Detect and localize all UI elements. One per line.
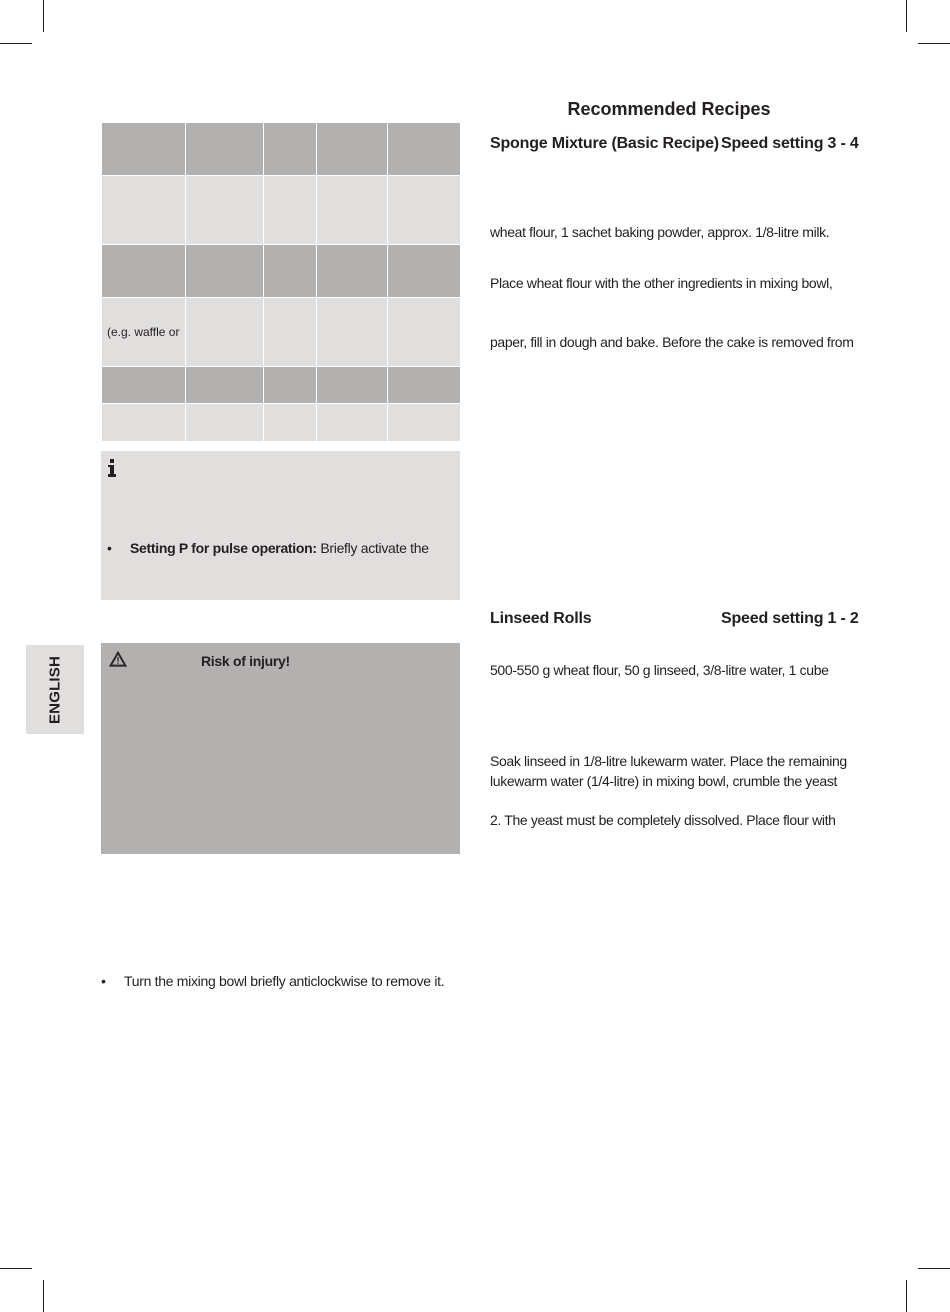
table-row [102,298,461,367]
table-cell [186,367,264,404]
table-cell [388,404,461,442]
crop-mark [906,1280,907,1312]
table-cell [264,404,317,442]
table-cell [102,123,186,176]
recipe-speed-setting: Speed setting 3 - 4 [721,135,859,152]
recipe-title: Sponge Mixture (Basic Recipe) [490,135,719,152]
table-cell [264,367,317,404]
recipe-speed-setting: Speed setting 1 - 2 [721,610,859,627]
recipe-title: Linseed Rolls [490,610,592,627]
table-cell [102,176,186,245]
table-cell [388,176,461,245]
table-row [102,123,461,176]
table-cell [388,245,461,298]
info-icon [108,459,116,477]
warning-triangle-icon [109,651,127,667]
recipe-method-line: Soak linseed in 1/8-litre lukewarm water. Place the remaining [490,753,847,769]
table-cell [186,245,264,298]
pulse-setting-note [130,540,429,556]
crop-mark [43,1280,44,1312]
table-cell [317,298,388,367]
table-row [102,245,461,298]
page-heading: Recommended Recipes [567,99,771,119]
language-label: ENGLISH [46,655,64,724]
table-cell [388,298,461,367]
pulse-setting-text: Briefly activate the [316,540,429,556]
crop-mark [0,1268,32,1269]
bullet: • [107,540,112,556]
table-cell [102,367,186,404]
recipe-ingredients-line: 500-550 g wheat flour, 50 g linseed, 3/8-litre water, 1 cube [490,662,829,678]
table-cell [186,404,264,442]
info-note-box [101,451,460,600]
crop-mark [906,0,907,32]
table-cell [388,123,461,176]
bullet: • [101,973,106,989]
crop-mark [918,1268,950,1269]
table-cell [102,245,186,298]
speed-settings-table [101,122,461,442]
table-cell [186,298,264,367]
warning-title: Risk of injury! [201,653,290,669]
crop-mark [918,43,950,44]
crop-mark [0,43,32,44]
recipe-method-line: lukewarm water (1/4-litre) in mixing bowl, crumble the yeast [490,773,838,789]
warning-box [101,643,460,854]
table-cell-note: (e.g. waffle or [102,298,186,367]
table-cell [317,367,388,404]
crop-mark [43,0,44,32]
table-cell [264,245,317,298]
recipe-ingredients-line: wheat flour, 1 sachet baking powder, approx. 1/8-litre milk. [490,224,830,240]
table-cell [317,404,388,442]
table-cell [264,298,317,367]
table-cell [317,245,388,298]
recipe-method-line: 2. The yeast must be completely dissolved. Place flour with [490,812,836,828]
recipe-method-line: paper, fill in dough and bake. Before the cake is removed from [490,334,854,350]
table-cell [317,123,388,176]
table-cell [264,123,317,176]
table-cell [317,176,388,245]
table-cell [388,367,461,404]
table-cell [186,176,264,245]
table-row [102,176,461,245]
pulse-setting-label: Setting P for pulse operation: [130,540,317,556]
table-row [102,404,461,442]
table-cell [264,176,317,245]
table-cell [186,123,264,176]
language-tab [26,645,84,734]
table-cell [102,404,186,442]
recipe-method-line: Place wheat flour with the other ingredients in mixing bowl, [490,275,833,291]
instruction-text: Turn the mixing bowl briefly anticlockwise to remove it. [124,973,445,989]
table-row [102,367,461,404]
